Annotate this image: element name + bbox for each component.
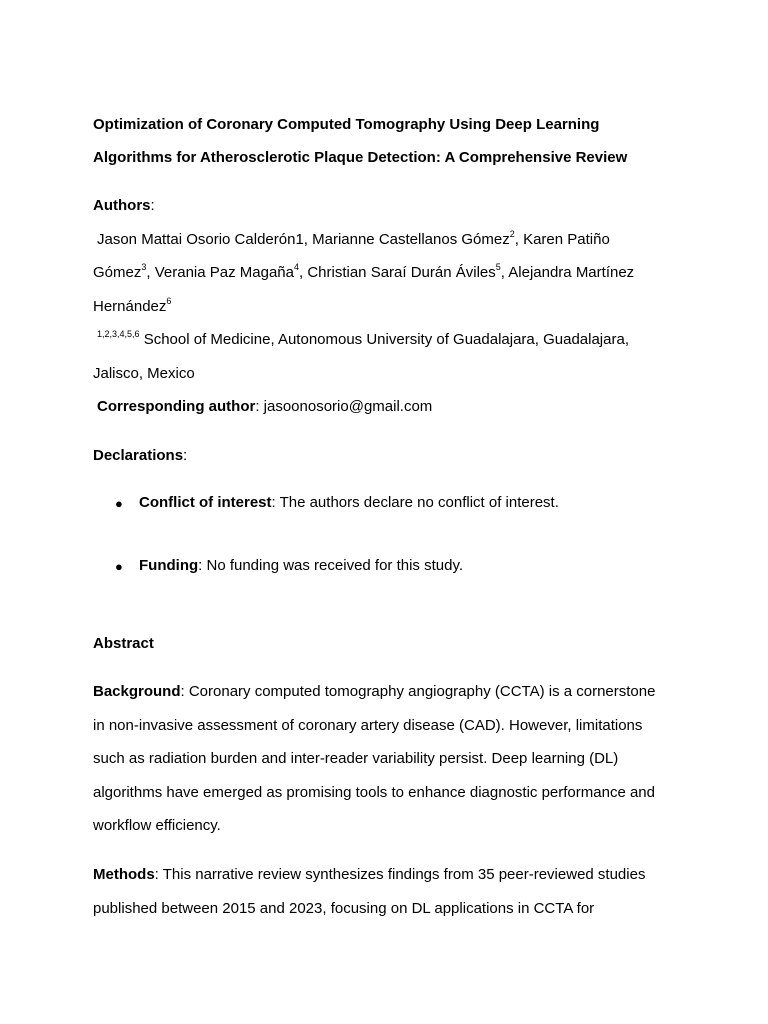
affiliation-line-2: Jalisco, Mexico	[93, 365, 195, 382]
methods-label: Methods	[93, 866, 155, 883]
author-affil-number: 2	[509, 229, 515, 239]
author-list-line-1	[97, 230, 610, 250]
declarations-heading: Declarations	[93, 447, 184, 464]
background-line-2: in non-invasive assessment of coronary artery disease (CAD). However, limitations	[93, 717, 643, 734]
declaration-label: Conflict of interest	[139, 494, 272, 511]
author-list-line-3	[93, 297, 171, 317]
corresponding-author-email: : jasoonosorio@gmail.com	[255, 398, 433, 415]
author-affil-number: 1	[295, 231, 304, 248]
author-name: , Marianne Castellanos Gómez	[303, 231, 510, 248]
declaration-text: : No funding was received for this study.	[198, 557, 464, 574]
declaration-text: : The authors declare no conflict of interest.	[271, 494, 559, 511]
declarations-heading-line	[93, 446, 187, 466]
author-name: Gómez	[93, 264, 142, 281]
background-line-3: such as radiation burden and inter-reader variability persist. Deep learning (DL)	[93, 750, 619, 767]
abstract-heading: Abstract	[93, 635, 154, 652]
background-line-4: algorithms have emerged as promising tools to enhance diagnostic performance and	[93, 784, 655, 801]
author-name: , Christian Saraí Durán Áviles	[299, 264, 496, 281]
affiliation-line-1	[97, 330, 629, 350]
authors-heading-line	[93, 196, 155, 216]
methods-text: : This narrative review synthesizes findings from 35 peer-reviewed studies	[154, 866, 646, 883]
declaration-item	[139, 556, 463, 576]
methods-line-1	[93, 865, 645, 885]
declaration-item	[139, 493, 559, 513]
author-name: Hernández	[93, 298, 167, 315]
author-name: , Verania Paz Magaña	[146, 264, 294, 281]
background-text: : Coronary computed tomography angiography (CCTA) is a cornerstone	[180, 683, 656, 700]
corresponding-author-line	[97, 397, 432, 417]
author-name: Jason Mattai Osorio Calderón	[97, 231, 296, 248]
author-list-line-2	[93, 263, 634, 283]
author-name: , Alejandra Martínez	[500, 264, 635, 281]
declaration-label: Funding	[139, 557, 199, 574]
affiliation-numbers: 1,2,3,4,5,6	[97, 329, 140, 339]
author-affil-number: 5	[495, 262, 501, 272]
authors-heading-colon: :	[150, 197, 155, 214]
background-line-1	[93, 682, 655, 702]
author-affil-number: 6	[166, 296, 172, 306]
paper-title-line-1: Optimization of Coronary Computed Tomography Using Deep Learning	[93, 116, 600, 133]
corresponding-author-label: Corresponding author	[97, 398, 256, 415]
paper-title-line-2: Algorithms for Atherosclerotic Plaque Detection: A Comprehensive Review	[93, 149, 628, 166]
methods-line-2: published between 2015 and 2023, focusing on DL applications in CCTA for	[93, 900, 595, 917]
authors-heading: Authors	[93, 197, 151, 214]
affiliation-text: School of Medicine, Autonomous University of Guadalajara, Guadalajara,	[139, 331, 629, 348]
declarations-heading-colon: :	[183, 447, 188, 464]
author-affil-number: 4	[293, 262, 299, 272]
author-affil-number: 3	[141, 262, 147, 272]
background-line-5: workflow efficiency.	[93, 817, 221, 834]
bullet-icon: ●	[115, 496, 123, 511]
bullet-icon: ●	[115, 559, 123, 574]
author-name: , Karen Patiño	[514, 231, 610, 248]
background-label: Background	[93, 683, 181, 700]
